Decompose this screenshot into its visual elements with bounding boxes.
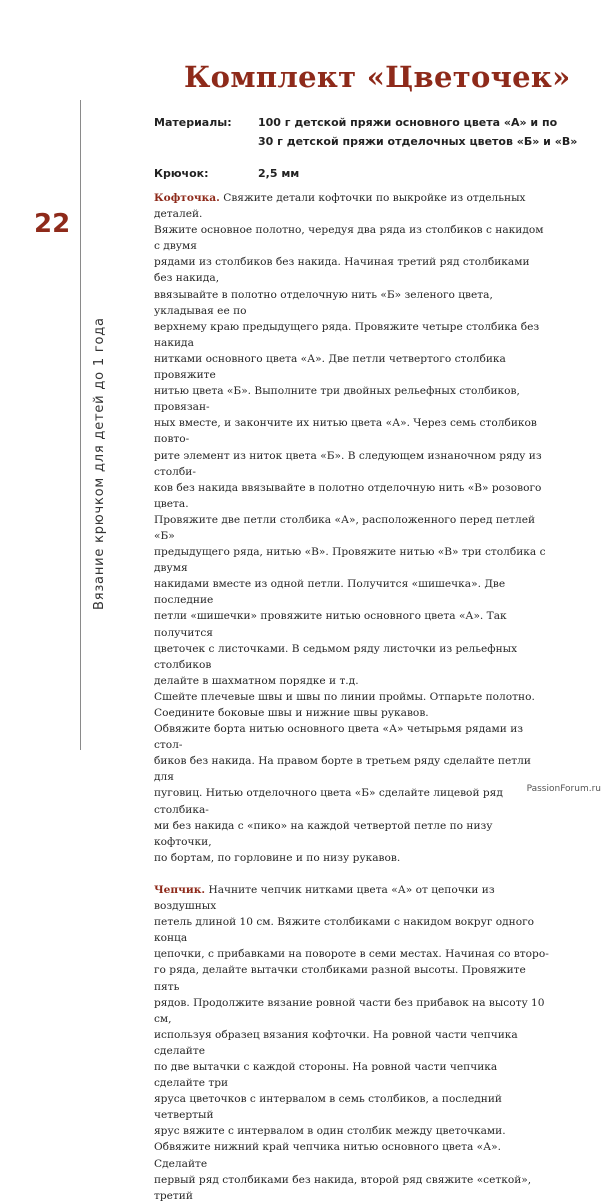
- jacket-line: нитками основного цвета «А». Две петли четвертого столбика провяжите: [154, 352, 506, 382]
- cap-section-title: Чепчик.: [154, 883, 206, 896]
- cap-line: ярус вяжите с интервалом в один столбик между цветочками.: [154, 1125, 506, 1138]
- materials-label: Материалы:: [154, 116, 232, 129]
- materials-value-line-1: 100 г детской пряжи основного цвета «А» и по: [258, 116, 558, 129]
- jacket-line: ков без накида ввязывайте в полотно отделочную нить «В» розового цвета.: [154, 481, 542, 510]
- jacket-section-title: Кофточка.: [154, 192, 220, 204]
- jacket-line: верхнему краю предыдущего ряда. Провяжите четыре столбика без накида: [154, 320, 540, 349]
- jacket-section: [154, 190, 550, 866]
- page-number: 22: [34, 209, 71, 239]
- jacket-line: нитью цвета «Б». Выполните три двойных рельефных столбиков, провязан-: [154, 385, 520, 414]
- cap-line: петель длиной 10 см. Вяжите столбиками с накидом вокруг одного конца: [154, 916, 535, 945]
- hook-label: Крючок:: [154, 167, 209, 180]
- page-title: Комплект «Цветочек»: [184, 60, 571, 94]
- jacket-line: по бортам, по горловине и по низу рукавов.: [154, 851, 401, 864]
- jacket-line: Обвяжите борта нитью основного цвета «А» четырьмя рядами из стол-: [154, 723, 524, 752]
- materials-value-line-2: 30 г детской пряжи отделочных цветов «Б» и «В»: [258, 135, 578, 148]
- cap-line: цепочки, с прибавками на повороте в семи местах. Начиная со второ-: [154, 948, 549, 961]
- jacket-line: ввязывайте в полотно отделочную нить «Б» зеленого цвета, укладывая ее по: [154, 288, 493, 317]
- jacket-line: Сшейте плечевые швы и швы по линии проймы. Отпарьте полотно.: [154, 690, 535, 703]
- jacket-line: пуговиц. Нитью отделочного цвета «Б» сделайте лицевой ряд столбика-: [154, 787, 503, 816]
- jacket-line: ми без накида с «пико» на каждой четвертой петле по низу кофточки,: [154, 819, 493, 848]
- jacket-line: рядами из столбиков без накида. Начиная третий ряд столбиками без накида,: [154, 256, 530, 285]
- watermark: PassionForum.ru: [526, 784, 601, 794]
- jacket-line: Вяжите основное полотно, чередуя два ряда из столбиков с накидом с двумя: [154, 224, 544, 253]
- cap-line: используя образец вязания кофточки. На ровной части чепчика сделайте: [154, 1028, 518, 1057]
- cap-line: го ряда, делайте вытачки столбиками разной высоты. Провяжите пять: [154, 964, 526, 993]
- jacket-line: накидами вместе из одной петли. Получится «шишечка». Две последние: [154, 578, 506, 607]
- jacket-line: делайте в шахматном порядке и т.д.: [154, 674, 359, 687]
- jacket-line: Кофточка. Свяжите детали кофточки по выкройке из отдельных деталей.: [154, 192, 526, 221]
- jacket-line: ных вместе, и закончите их нитью цвета «А». Через семь столбиков повто-: [154, 417, 537, 446]
- cap-line: яруса цветочков с интервалом в семь столбиков, а последний четвертый: [154, 1093, 502, 1122]
- jacket-line: Соедините боковые швы и нижние швы рукавов.: [154, 707, 429, 719]
- jacket-line: цветочек с листочками. В седьмом ряду листочки из рельефных столбиков: [154, 642, 518, 671]
- instructions-body: [154, 190, 550, 1204]
- hook-value: 2,5 мм: [258, 167, 300, 180]
- hook-row: [154, 164, 577, 183]
- cap-section: [154, 882, 550, 1204]
- cap-line: рядов. Продолжите вязание ровной части без прибавок на высоту 10 см,: [154, 996, 545, 1025]
- cap-line: Обвяжите нижний край чепчика нитью основного цвета «А». Сделайте: [154, 1141, 502, 1170]
- jacket-line: рите элемент из ниток цвета «Б». В следующем изнаночном ряду из столби-: [154, 449, 542, 478]
- materials-row-continued: [154, 132, 577, 151]
- jacket-line: предыдущего ряда, нитью «В». Провяжите нитью «В» три столбика с двумя: [154, 546, 546, 575]
- book-title-vertical: Вязание крючком для детей до 1 года: [92, 317, 107, 610]
- jacket-line: петли «шишечки» провяжите нитью основного цвета «А». Так получится: [154, 610, 507, 639]
- cap-line: по две вытачки с каждой стороны. На ровной части чепчика сделайте три: [154, 1060, 498, 1090]
- jacket-line: биков без накида. На правом борте в третьем ряду сделайте петли для: [154, 755, 531, 784]
- sidebar-divider: [80, 100, 81, 750]
- jacket-line: Провяжите две петли столбика «А», расположенного перед петлей «Б»: [154, 513, 536, 542]
- materials-row: [154, 113, 577, 132]
- cap-line: первый ряд столбиками без накида, второй ряд свяжите «сеткой», третий: [154, 1173, 532, 1202]
- cap-line: Чепчик. Начните чепчик нитками цвета «А» от цепочки из воздушных: [154, 883, 495, 913]
- specs-block: [154, 113, 577, 183]
